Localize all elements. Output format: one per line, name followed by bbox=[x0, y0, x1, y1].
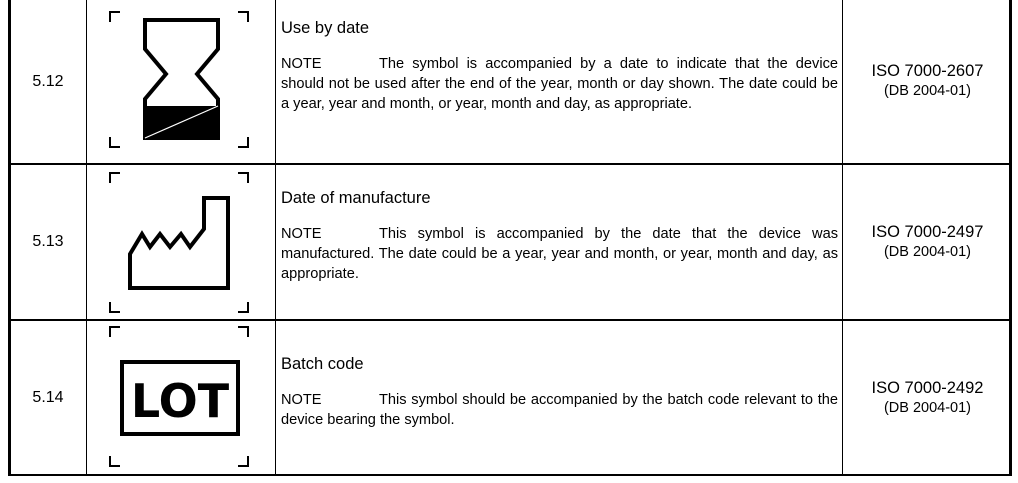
iso-reference: ISO 7000-2492 bbox=[871, 379, 984, 397]
symbol-cell bbox=[100, 167, 260, 317]
table-row bbox=[0, 321, 1018, 474]
symbol-title: Date of manufacture bbox=[281, 189, 431, 207]
standard-reference bbox=[843, 378, 1012, 418]
hourglass-icon bbox=[100, 6, 260, 156]
note-text: The symbol is accompanied by a date to indicate that the device should not be used after the end of the year, month or day shown. The date could be a year, year and month, or year, month and day, as appropriate. bbox=[281, 56, 838, 112]
note-label: NOTE bbox=[281, 226, 322, 242]
symbol-title: Use by date bbox=[281, 19, 370, 37]
note-label: NOTE bbox=[281, 56, 322, 72]
iso-reference: ISO 7000-2497 bbox=[871, 223, 984, 241]
table-row bbox=[0, 165, 1018, 319]
clause-number: 5.12 bbox=[32, 73, 64, 90]
lot-icon bbox=[100, 321, 260, 471]
clause-number: 5.13 bbox=[32, 233, 64, 250]
factory-icon bbox=[100, 167, 260, 317]
iso-reference: ISO 7000-2607 bbox=[871, 62, 984, 80]
db-reference: (DB 2004-01) bbox=[883, 400, 972, 416]
symbol-description bbox=[281, 18, 838, 114]
table-border-bottom bbox=[8, 474, 1012, 476]
symbol-title: Batch code bbox=[281, 355, 364, 373]
db-reference: (DB 2004-01) bbox=[883, 83, 972, 99]
clause-number: 5.14 bbox=[32, 389, 64, 406]
note-paragraph bbox=[281, 55, 838, 114]
note-text: This symbol is accompanied by the date that the device was manufactured. The date could be a year, year and month, or year, month and day, as appropriate. bbox=[281, 226, 838, 282]
symbol-cell bbox=[100, 6, 260, 156]
symbol-description bbox=[281, 354, 838, 431]
standard-reference bbox=[843, 61, 1012, 101]
db-reference: (DB 2004-01) bbox=[883, 244, 972, 260]
note-text: This symbol should be accompanied by the batch code relevant to the device bearing the symbol. bbox=[281, 392, 838, 428]
note-label: NOTE bbox=[281, 392, 322, 408]
lot-label: LOT bbox=[130, 374, 230, 428]
note-paragraph bbox=[281, 391, 838, 431]
symbol-cell bbox=[100, 321, 260, 471]
standard-reference bbox=[843, 222, 1012, 262]
symbol-description bbox=[281, 188, 838, 284]
note-paragraph bbox=[281, 225, 838, 284]
table-row bbox=[0, 0, 1018, 163]
